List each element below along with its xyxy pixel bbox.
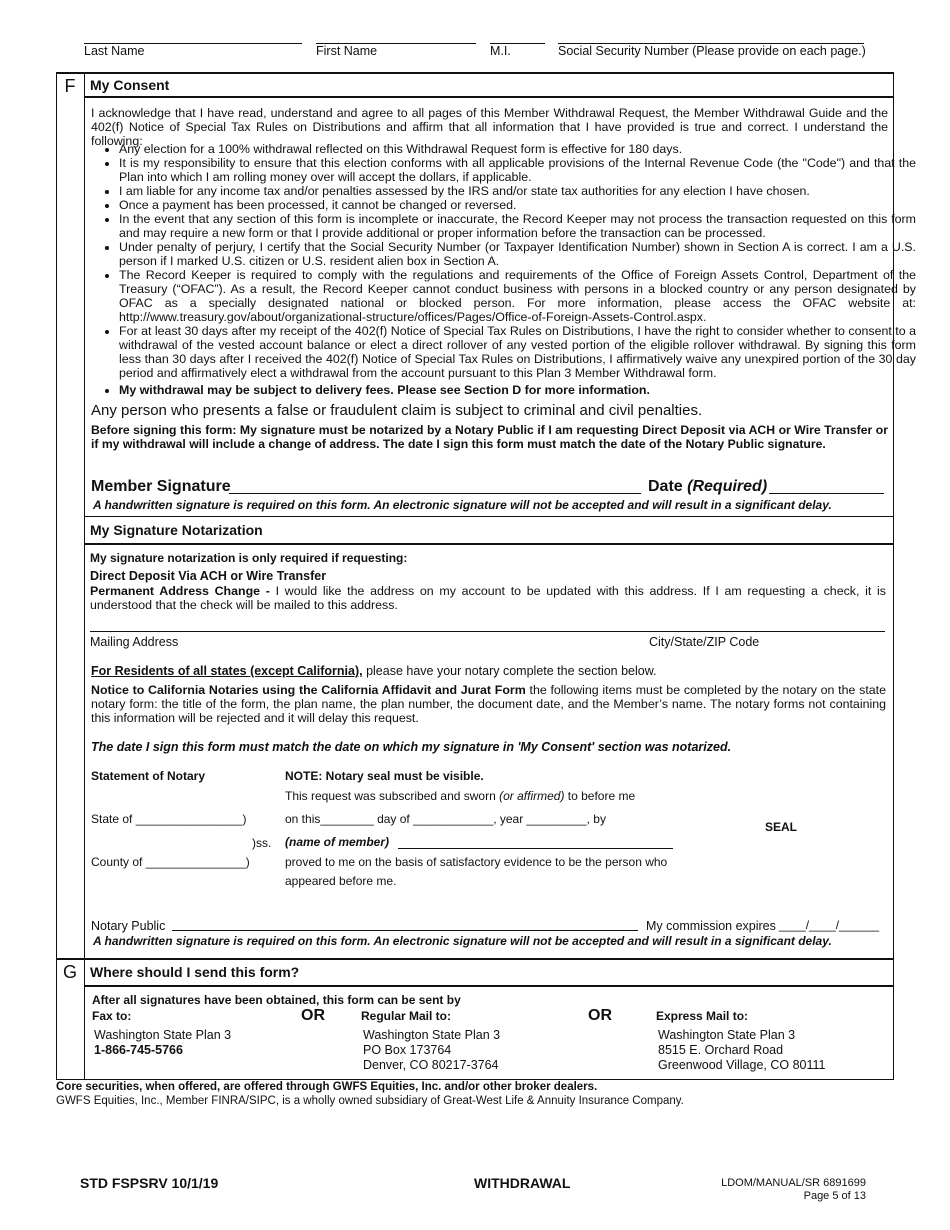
consent-bullet: • Under penalty of perjury, I certify that the Social Security Number (or Taxpayer Identification Number) shown in Section A is correct. I am a U.S. person if I marked U.S. citizen or U.S. resident alien box in Section A.	[119, 240, 916, 268]
notarization-only-required: My signature notarization is only required if requesting:	[90, 551, 408, 565]
statement-of-notary: Statement of Notary	[91, 769, 206, 783]
fax-label: Fax to:	[92, 1009, 132, 1023]
express-mail-label: Express Mail to:	[656, 1009, 749, 1023]
appeared-text: appeared before me.	[285, 874, 397, 888]
before-signing-note: Before signing this form: My signature must be notarized by a Notary Public if I am requesting Direct Deposit via ACH or Wire Transfer or if my withdrawal will include a change of address. The date I sign this form must match the date of the Notary Public signature.	[91, 423, 888, 451]
residents-note	[91, 664, 657, 678]
consent-bullets	[91, 142, 916, 397]
commission-label: My commission expires	[646, 919, 776, 933]
pac-label: Permanent Address Change -	[90, 584, 270, 598]
consent-bullet: • It is my responsibility to ensure that this election conforms with all applicable provisions of the Internal Revenue Code (the "Code") and that the Plan into which I am rolling money over will accept the dollars, if applicable.	[119, 156, 916, 184]
last-name-label: Last Name	[84, 44, 145, 58]
consent-bullet: • Once a payment has been processed, it cannot be changed or reversed.	[119, 198, 916, 212]
subscribed-i: (or affirmed)	[499, 789, 565, 803]
subscribed-b: to before me	[564, 789, 636, 803]
consent-intro: I acknowledge that I have read, understand and agree to all pages of this Member Withdrawal Request, the Member Withdrawal Guide and the 402(f) Notice of Special Tax Rules on Distributions and affirm that all information that I have provided is true and correct. I understand the following:	[91, 106, 888, 148]
residents-rest: please have your notary complete the section below.	[362, 664, 657, 678]
date-match-note: The date I sign this form must match the date on which my signature in 'My Consent' section was notarized.	[91, 740, 732, 754]
notary-public-label: Notary Public	[91, 919, 166, 933]
mailing-address-line[interactable]	[90, 631, 885, 632]
first-name-label: First Name	[316, 44, 378, 58]
frame-inner-left	[84, 72, 85, 1080]
member-signature-label: Member Signature	[91, 478, 231, 495]
mi-label: M.I.	[490, 44, 511, 58]
notarization-title: My Signature Notarization	[90, 522, 263, 538]
ca-notice-text: the following items must be completed by the notary on the state notary form: the title of the form, the plan name, the plan number, the document date, and the Member’s name. The notary forms not containing this information will be rejected and it will delay this request.	[91, 683, 886, 725]
footer-page-number: Page 5 of 13	[803, 1190, 866, 1202]
express-line1: Washington State Plan 3	[658, 1028, 796, 1042]
date-required: (Required)	[687, 478, 768, 495]
regular-line3: Denver, CO 80217-3764	[363, 1058, 499, 1072]
ssn-label: Social Security Number (Please provide on each page.)	[558, 44, 866, 58]
ca-notice-label: Notice to California Notaries using the California Affidavit and Jurat Form	[91, 683, 526, 697]
section-f-title-rule	[84, 96, 894, 98]
member-signature-line[interactable]	[229, 493, 641, 494]
consent-bullet: • Any election for a 100% withdrawal reflected on this Withdrawal Request form is effective for 180 days.	[119, 142, 916, 156]
on-this-field[interactable]: on this________ day of ____________, year _________, by	[285, 812, 606, 826]
express-line2: 8515 E. Orchard Road	[658, 1043, 784, 1057]
section-f-title: My Consent	[90, 77, 170, 93]
seal-visible-note: NOTE: Notary seal must be visible.	[285, 769, 484, 783]
frame-left	[56, 72, 57, 1080]
frame-bottom	[56, 1079, 894, 1080]
or-separator-2: OR	[588, 1007, 612, 1024]
date-line[interactable]	[769, 493, 884, 494]
footer-gwfs: GWFS Equities, Inc., Member FINRA/SIPC, is a wholly owned subsidiary of Great-West Life & Annuity Insurance Company.	[56, 1095, 684, 1107]
or-separator-1: OR	[301, 1007, 325, 1024]
fraud-warning: Any person who presents a false or fraudulent claim is subject to criminal and civil penalties.	[91, 402, 703, 419]
fax-number: 1-866-745-5766	[94, 1043, 183, 1057]
state-of-field[interactable]: State of ________________)	[91, 812, 247, 826]
residents-underlined: For Residents of all states (except California),	[91, 664, 363, 678]
city-state-zip-label: City/State/ZIP Code	[649, 635, 760, 649]
section-g-rule-top	[56, 958, 894, 960]
permanent-address-change	[90, 584, 886, 612]
fax-line1: Washington State Plan 3	[94, 1028, 232, 1042]
after-signatures-note: After all signatures have been obtained, this form can be sent by	[92, 993, 461, 1007]
proved-text: proved to me on the basis of satisfactory evidence to be the person who	[285, 855, 668, 869]
notary-signature-note: A handwritten signature is required on this form. An electronic signature will not be accepted and will result in a significant delay.	[93, 934, 832, 948]
regular-line1: Washington State Plan 3	[363, 1028, 501, 1042]
subscribed-text	[285, 789, 635, 803]
pac-text: I would like the address on my account to be updated with this address. If I am requesting a check, it is understood that the check will be mailed to this address.	[90, 584, 886, 612]
name-of-member-label: (name of member)	[285, 835, 390, 849]
consent-bullet: • The Record Keeper is required to comply with the regulations and requirements of the Office of Foreign Assets Control, Department of the Treasury (“OFAC”). As a result, the Record Keeper cannot conduct business with persons in a blocked country or any person designated by OFAC as a specially designated national or blocked person. For more information, please access the OFAC website at: http://www.treasury.gov/about/organizational-structure/offices/Pages/Office-of-Foreign-Assets-Control.aspx.	[119, 268, 916, 324]
regular-mail-label: Regular Mail to:	[361, 1009, 452, 1023]
consent-bullet: • In the event that any section of this form is incomplete or inaccurate, the Record Keeper may not process the transaction requested on this form and may require a new form or that I provide additional or proper information before the transaction can be processed.	[119, 212, 916, 240]
date-label: Date	[648, 478, 683, 495]
section-g-letter: G	[62, 962, 77, 982]
regular-line2: PO Box 173764	[363, 1043, 452, 1057]
signature-note: A handwritten signature is required on this form. An electronic signature will not be accepted and will result in a significant delay.	[93, 498, 832, 512]
footer-ldom: LDOM/MANUAL/SR 6891699	[721, 1177, 866, 1189]
mailing-address-label: Mailing Address	[90, 635, 179, 649]
section-g-title: Where should I send this form?	[90, 964, 300, 980]
express-line3: Greenwood Village, CO 80111	[658, 1058, 826, 1072]
ss-label: )ss.	[252, 836, 272, 850]
county-of-field[interactable]: County of _______________)	[91, 855, 250, 869]
section-g-title-rule	[84, 985, 894, 987]
consent-bullet: • For at least 30 days after my receipt of the 402(f) Notice of Special Tax Rules on Distributions, I have the right to consider whether to consent to a withdrawal of the vested account balance or elect a direct rollover of any vested portion of the eligible rollover withdrawal. By signing this form less than 30 days after I received the 402(f) Notice of Special Tax Rules on Distributions, I affirmatively waive any unexpired portion of the 30 day period and affirmatively elect a withdrawal from the account pursuant to this Plan 3 Member Withdrawal form.	[119, 324, 916, 380]
notary-public-line[interactable]	[172, 930, 638, 931]
date-label-wrap	[648, 478, 767, 496]
notarization-title-rule	[84, 543, 894, 545]
name-of-member-line[interactable]	[398, 848, 673, 849]
seal-label: SEAL	[765, 820, 798, 834]
commission-date-field[interactable]: ____/____/______	[779, 918, 880, 932]
notarization-rule-top	[84, 516, 894, 517]
consent-bullet-delivery-fees: • My withdrawal may be subject to delivery fees. Please see Section D for more information.	[119, 383, 916, 397]
california-notice	[91, 683, 886, 725]
footer-form-code: STD FSPSRV 10/1/19	[80, 1175, 219, 1191]
subscribed-a: This request was subscribed and sworn	[285, 789, 500, 803]
direct-deposit-label: Direct Deposit Via ACH or Wire Transfer	[90, 569, 327, 583]
footer-withdrawal: WITHDRAWAL	[474, 1175, 571, 1191]
section-f-letter: F	[64, 76, 76, 96]
consent-bullet: • I am liable for any income tax and/or penalties assessed by the IRS and/or state tax authorities for any election I have chosen.	[119, 184, 916, 198]
footer-core-securities: Core securities, when offered, are offered through GWFS Equities, Inc. and/or other broker dealers.	[56, 1081, 598, 1093]
frame-top	[56, 72, 894, 74]
